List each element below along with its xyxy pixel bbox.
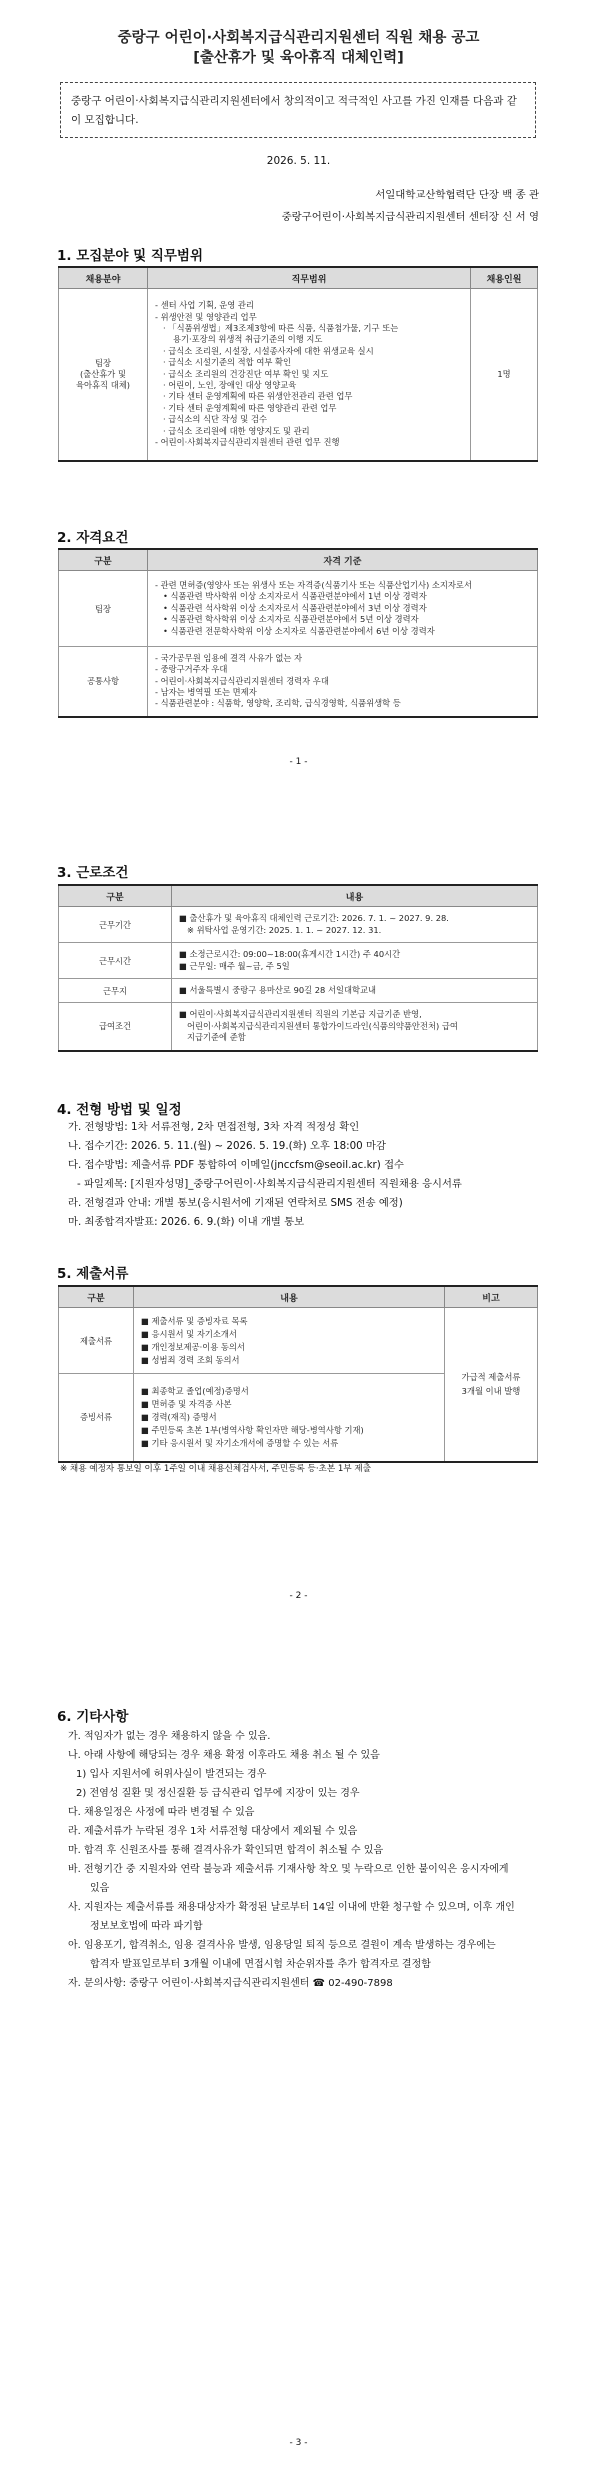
misc-item: 라. 제출서류가 누락된 경우 1차 서류전형 대상에서 제외될 수 있음 (68, 1826, 358, 1837)
condition-item: ■ 근무일: 매주 월~금, 주 5일 (179, 960, 290, 971)
condition-item: ■ 어린이·사회복지급식관리지원센터 직원의 기본급 지급기준 반영, (179, 1009, 422, 1020)
qualification-item: - 국가공무원 임용에 결격 사유가 없는 자 (155, 652, 303, 663)
document-item: ■ 주민등록 초본 1부(병역사항 확인자만 해당-병역사항 기재) (141, 1424, 364, 1435)
document-item: ■ 응시원서 및 자기소개서 (141, 1328, 237, 1339)
condition-cell (172, 943, 538, 979)
document-item: ■ 성범죄 경력 조회 동의서 (141, 1354, 240, 1365)
qualification-item: - 남자는 병역필 또는 면제자 (155, 686, 257, 697)
col-header: 구분 (59, 549, 148, 571)
process-item: 나. 접수기간: 2026. 5. 11.(월) ~ 2026. 5. 19.(화) 오후 18:00 마감 (68, 1140, 386, 1152)
signatory-2: 중랑구어린이·사회복지급식관리지원센터 센터장 신 서 영 (281, 211, 539, 223)
process-item: 마. 최종합격자발표: 2026. 6. 9.(화) 이내 개별 통보 (68, 1216, 305, 1228)
process-list (68, 1118, 548, 1232)
intro-box: 중랑구 어린이·사회복지급식관리지원센터에서 창의적이고 적극적인 사고를 가진 인재를 다음과 같이 모집합니다. (60, 82, 536, 138)
misc-item: 사. 지원자는 제출서류를 채용대상자가 확정된 날로부터 14일 이내에 반환 청구할 수 있으며, 이후 개인 (68, 1902, 515, 1913)
misc-item: 다. 채용일정은 사정에 따라 변경될 수 있음 (68, 1807, 255, 1818)
duty-item: · 급식소 조리원의 건강진단 여부 확인 및 지도 (163, 368, 329, 379)
recruit-table (58, 266, 538, 462)
col-header: 직무범위 (148, 267, 471, 289)
misc-item: 2) 전염성 질환 및 정신질환 등 급식관리 업무에 지장이 있는 경우 (76, 1788, 360, 1799)
col-header: 채용인원 (471, 267, 538, 289)
misc-item: 합격자 발표일로부터 3개월 이내에 면접시험 차순위자를 추가 합격자로 결정함 (90, 1959, 431, 1970)
duty-item: - 센터 사업 기획, 운영 관리 (155, 300, 254, 311)
page-number: - 3 - (289, 2438, 308, 2448)
condition-item: ※ 위탁사업 운영기간: 2025. 1. 1. ~ 2027. 12. 31. (187, 924, 382, 935)
qualification-item: - 중랑구거주자 우대 (155, 664, 228, 675)
qualification-item: - 어린이·사회복지급식관리지원센터 경력자 우대 (155, 675, 329, 686)
condition-item: 지급기준에 준함 (187, 1031, 246, 1042)
page-number: - 2 - (289, 1591, 308, 1601)
col-header: 자격 기준 (148, 549, 538, 571)
process-item: 가. 전형방법: 1차 서류전형, 2차 면접전형, 3차 자격 적정성 확인 (68, 1121, 360, 1133)
documents-cell (134, 1374, 445, 1462)
qualification-item: - 식품관련분야 : 식품학, 영양학, 조리학, 급식경영학, 식품위생학 등 (155, 698, 401, 709)
documents-cell (134, 1308, 445, 1374)
condition-item: 어린이·사회복지급식관리지원센터 통합가이드라인(식품의약품안전처) 급여 (187, 1020, 458, 1031)
misc-item: 정보보호법에 따라 파기함 (90, 1921, 203, 1932)
row-label: 증빙서류 (59, 1374, 134, 1462)
duty-item: · 기타 센터 운영계획에 따른 영양관리 관련 업무 (163, 402, 337, 413)
duty-item: · 급식소 조리원에 대한 영양지도 및 관리 (163, 425, 310, 436)
duty-item: · 급식소 조리원, 시설장, 시설종사자에 대한 위생교육 실시 (163, 345, 374, 356)
qualification-item: • 식품관련 석사학위 이상 소지자로서 식품관련분야에서 3년 이상 경력자 (163, 602, 427, 613)
section-5-heading: 5. 제출서류 (57, 1266, 129, 1282)
doc-title: 중랑구 어린이·사회복지급식관리지원센터 직원 채용 공고 (117, 30, 480, 46)
duty-item: · 기타 센터 운영계획에 따른 위생안전관리 관련 업무 (163, 391, 353, 402)
condition-item: ■ 소정근로시간: 09:00~18:00(휴게시간 1시간) 주 40시간 (179, 949, 401, 960)
col-header: 구분 (59, 1286, 134, 1308)
process-item: - 파일제목: [지원자성명]_중랑구어린이·사회복지급식관리지원센터 직원채용 응시서류 (77, 1178, 462, 1190)
duty-item: · 어린이, 노인, 장애인 대상 영양교육 (163, 379, 297, 390)
condition-cell (172, 979, 538, 1003)
row-label: 급여조건 (59, 1003, 172, 1051)
duty-item: - 어린이·사회복지급식관리지원센터 관련 업무 진행 (155, 436, 340, 447)
page-number: - 1 - (289, 757, 308, 767)
misc-item: 1) 입사 지원서에 허위사실이 발견되는 경우 (76, 1769, 267, 1780)
process-item: 라. 전형결과 안내: 개별 통보(응시원서에 기재된 연락처로 SMS 전송 예정) (68, 1197, 403, 1209)
row-label: 제출서류 (59, 1308, 134, 1374)
duty-item: · 급식소 시설기준의 적합 여부 확인 (163, 357, 292, 368)
misc-item: 마. 합격 후 신원조사를 통해 결격사유가 확인되면 합격이 취소될 수 있음 (68, 1845, 384, 1856)
duty-item: - 위생안전 및 영양관리 업무 (155, 311, 257, 322)
recruit-field: 팀장 (출산휴가 및 육아휴직 대체) (59, 289, 148, 461)
section-4-heading: 4. 전형 방법 및 일정 (57, 1102, 182, 1118)
section-2-heading: 2. 자격요건 (57, 530, 129, 546)
section-6-heading: 6. 기타사항 (57, 1709, 129, 1725)
misc-list (68, 1727, 542, 1993)
condition-item: ■ 서울특별시 중랑구 용마산로 90길 28 서일대학교내 (179, 984, 377, 995)
condition-cell (172, 1003, 538, 1051)
qualification-cell (148, 571, 538, 647)
misc-item: 있음 (90, 1883, 110, 1894)
misc-item: 나. 아래 사항에 해당되는 경우 채용 확정 이후라도 채용 취소 될 수 있음 (68, 1750, 380, 1761)
col-header: 구분 (59, 885, 172, 907)
announce-date: 2026. 5. 11. (266, 155, 331, 167)
qualification-item: • 식품관련 학사학위 이상 소지자로 식품관련분야에서 5년 이상 경력자 (163, 614, 419, 625)
col-header: 채용분야 (59, 267, 148, 289)
documents-footnote: ※ 채용 예정자 통보일 이후 1주일 이내 채용신체검사서, 주민등록 등·초본 1부 제출 (60, 1464, 371, 1474)
row-label: 근무지 (59, 979, 172, 1003)
documents-table (58, 1285, 538, 1463)
signatory-1: 서일대학교산학협력단 단장 백 종 관 (375, 189, 539, 201)
document-item: ■ 개인정보제공·이용 동의서 (141, 1341, 245, 1352)
condition-item: ■ 출산휴가 및 육아휴직 대체인력 근로기간: 2026. 7. 1. ~ 2027. 9. 28. (179, 913, 449, 924)
row-label: 근무기간 (59, 907, 172, 943)
col-header: 비고 (445, 1286, 538, 1308)
duty-item: · 급식소의 식단 작성 및 검수 (163, 414, 267, 425)
qualification-item: - 관련 면허증(영양사 또는 위생사 또는 자격증(식품기사 또는 식품산업기사) 소지자로서 (155, 579, 472, 590)
duty-item: 용기·포장의 위생적 취급기준의 이행 지도 (173, 334, 323, 345)
row-label: 팀장 (59, 571, 148, 647)
duty-item: · 「식품위생법」제3조제3항에 따른 식품, 식품첨가물, 기구 또는 (163, 322, 399, 333)
document-item: ■ 기타 응시원서 및 자기소개서에 증명할 수 있는 서류 (141, 1437, 339, 1448)
doc-subtitle: [출산휴가 및 육아휴직 대체인력] (193, 50, 404, 66)
document-item: ■ 제출서류 및 증빙자료 목록 (141, 1315, 248, 1326)
col-header: 내용 (172, 885, 538, 907)
misc-item: 아. 임용포기, 합격취소, 임용 결격사유 발생, 임용당일 퇴직 등으로 결원이 계속 발생하는 경우에는 (68, 1940, 496, 1951)
col-header: 내용 (134, 1286, 445, 1308)
row-label: 근무시간 (59, 943, 172, 979)
document-item: ■ 경력(재직) 증명서 (141, 1411, 217, 1422)
condition-cell (172, 907, 538, 943)
document-item: ■ 면허증 및 자격증 사본 (141, 1398, 232, 1409)
section-3-heading: 3. 근로조건 (57, 865, 129, 881)
section-1-heading: 1. 모집분야 및 직무범위 (57, 248, 203, 264)
qualification-item: • 식품관련 박사학위 이상 소지자로서 식품관련분야에서 1년 이상 경력자 (163, 591, 427, 602)
process-item: 다. 접수방법: 제출서류 PDF 통합하여 이메일(jnccfsm@seoil.ac.kr) 접수 (68, 1159, 404, 1171)
documents-note: 가급적 제출서류 3개월 이내 발행 (445, 1308, 538, 1462)
qualification-cell (148, 647, 538, 717)
document-item: ■ 최종학교 졸업(예정)증명서 (141, 1385, 249, 1396)
row-label: 공통사항 (59, 647, 148, 717)
qualification-item: • 식품관련 전문학사학위 이상 소지자로 식품관련분야에서 6년 이상 경력자 (163, 625, 435, 636)
misc-item: 가. 적임자가 없는 경우 채용하지 않을 수 있음. (68, 1731, 271, 1742)
duty-list (148, 289, 471, 461)
hire-count: 1명 (471, 289, 538, 461)
qualification-table (58, 548, 538, 718)
working-conditions-table (58, 884, 538, 1052)
misc-item: 자. 문의사항: 중랑구 어린이·사회복지급식관리지원센터 ☎ 02-490-7898 (68, 1978, 393, 1989)
misc-item: 바. 전형기간 중 지원자와 연락 불능과 제출서류 기재사항 착오 및 누락으로 인한 불이익은 응시자에게 (68, 1864, 509, 1875)
